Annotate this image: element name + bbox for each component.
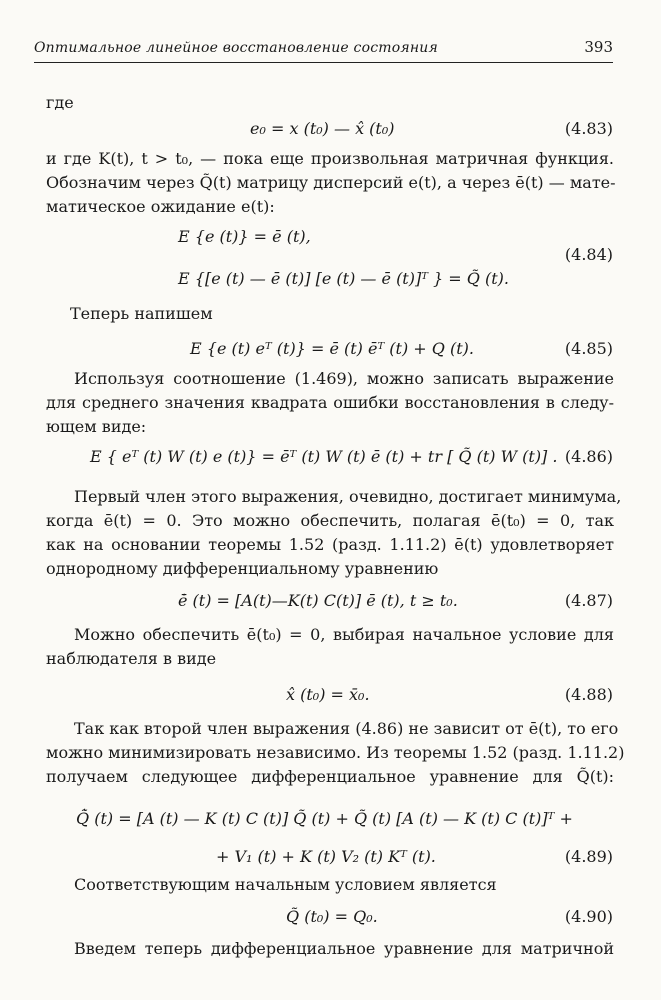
equation-4-90: Q̃ (t₀) = Q₀.	[286, 907, 378, 926]
text-line: Используя соотношение (1.469), можно записать выражение	[74, 369, 614, 388]
equation-4-83: e₀ = x (t₀) — x̂ (t₀)	[250, 119, 395, 138]
equation-number: (4.86)	[564, 447, 613, 466]
text-line: где	[46, 93, 74, 112]
text-line: Введем теперь дифференциальное уравнение для матричной	[74, 939, 614, 958]
text-line: как на основании теоремы 1.52 (разд. 1.11.2) ē(t) удовлетворяет	[46, 535, 614, 554]
text-line: и где K(t), t > t₀, — пока еще произвольная матричная функция.	[46, 149, 614, 168]
text-line: Соответствующим начальным условием является	[74, 875, 497, 894]
running-header-title: Оптимальное линейное восстановление состояния	[34, 40, 438, 56]
page-number: 393	[584, 38, 613, 56]
text-line: матическое ожидание e(t):	[46, 197, 275, 216]
text-line: Так как второй член выражения (4.86) не зависит от ē(t), то его	[74, 719, 619, 738]
text-line: Первый член этого выражения, очевидно, достигает минимума,	[74, 487, 622, 506]
equation-4-84a: E {e (t)} = ē (t),	[178, 227, 311, 246]
text-line: наблюдателя в виде	[46, 649, 217, 668]
equation-number: (4.83)	[564, 119, 613, 138]
equation-number: (4.89)	[564, 847, 613, 866]
text-line: можно минимизировать независимо. Из теоремы 1.52 (разд. 1.11.2)	[46, 743, 625, 762]
text-line: получаем следующее дифференциальное уравнение для Q̃(t):	[46, 767, 614, 786]
equation-4-89a: Q̃̇ (t) = [A (t) — K (t) C (t)] Q̃ (t) + Q̃ (t) [A (t) — K (t) C (t)]ᵀ +	[76, 809, 573, 828]
text-line: ющем виде:	[46, 417, 147, 436]
text-line: для среднего значения квадрата ошибки восстановления в следу-	[46, 393, 614, 412]
equation-4-89b: + V₁ (t) + K (t) V₂ (t) Kᵀ (t).	[216, 847, 436, 866]
text-line: Теперь напишем	[70, 304, 213, 323]
text-line: Можно обеспечить ē(t₀) = 0, выбирая начальное условие для	[74, 625, 614, 644]
equation-4-86: E { eᵀ (t) W (t) e (t)} = ēᵀ (t) W (t) ē (t) + tr [ Q̃ (t) W (t)] .	[90, 447, 558, 466]
equation-4-87: ē̇ (t) = [A(t)—K(t) C(t)] ē (t), t ≥ t₀.	[178, 591, 458, 610]
equation-number: (4.88)	[564, 685, 613, 704]
text-line: Обозначим через Q̃(t) матрицу дисперсий e(t), а через ē(t) — мате-	[46, 173, 616, 192]
text-line: однородному дифференциальному уравнению	[46, 559, 439, 578]
equation-4-88: x̂ (t₀) = x̄₀.	[286, 685, 370, 704]
equation-4-85: E {e (t) eᵀ (t)} = ē (t) ēᵀ (t) + Q (t).	[190, 339, 474, 358]
equation-number: (4.85)	[564, 339, 613, 358]
equation-number: (4.90)	[564, 907, 613, 926]
text-line: когда ē(t) = 0. Это можно обеспечить, полагая ē(t₀) = 0, так	[46, 511, 614, 530]
equation-4-84b: E {[e (t) — ē (t)] [e (t) — ē (t)]ᵀ } = Q̃ (t).	[178, 269, 509, 288]
equation-number: (4.87)	[564, 591, 613, 610]
header-rule	[34, 62, 613, 63]
equation-number: (4.84)	[564, 245, 613, 264]
